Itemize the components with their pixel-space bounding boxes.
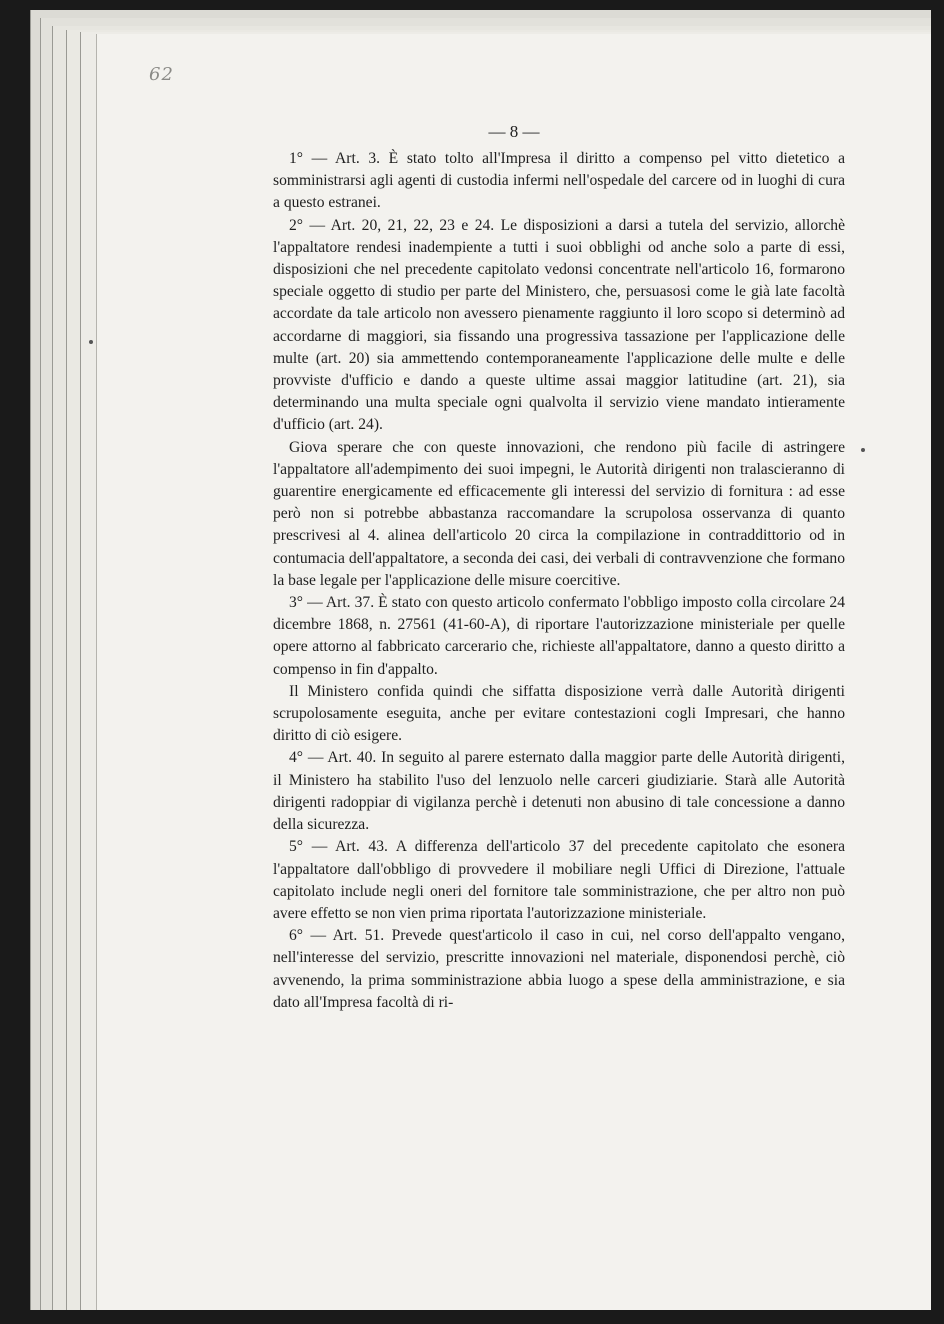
paragraph: 4° — Art. 40. In seguito al parere esternato dalla maggior parte delle Autorità dirigenti, il Ministero ha stabilito l'uso del lenzuolo nelle carceri giudiziarie. Starà alle Autorità dirigenti radoppiar di vigilanza perchè i detenuti non abusino di tale concessione a danno della sicurezza. [273,749,845,834]
paragraph: 5° — Art. 43. A differenza dell'articolo 37 del precedente capitolato che esonera l'appaltatore dall'obbligo di provvedere il mobiliare negli Uffici di Direzione, l'attuale capitolato include negli oneri del fornitore tale somministrazione, che per altro non può avere effetto se non vien prima riportata l'autorizzazione ministeriale. [273,838,845,922]
margin-mark [861,448,865,452]
paragraph: 1° — Art. 3. È stato tolto all'Impresa il diritto a compenso pel vitto dietetico a somministrarsi agli agenti di custodia infermi nell'ospedale del carcere od in luoghi di cura a questo estranei. [273,150,845,212]
page-number: — 8 — [488,122,540,141]
paragraph: Il Ministero confida quindi che siffatta disposizione verrà dalle Autorità dirigenti scrupolosamente eseguita, anche per evitare contestazioni cogli Impresari, che hanno diritto di ciò esigere. [273,682,845,745]
document-page [96,34,931,1310]
paragraph: 3° — Art. 37. È stato con questo articolo confermato l'obbligo imposto colla circolare 24 dicembre 1868, n. 27561 (41-60-A), di riportare l'autorizzazione ministeriale per quelle opere attorno al fabbricato carcerario che, richieste all'appaltatore, danno a questo diritto a compenso in fin d'appalto. [273,594,845,678]
paragraph: 6° — Art. 51. Prevede quest'articolo il caso in cui, nel corso dell'appalto vengano, nell'interesse del servizio, prescritte innovazioni nel materiale, disponendosi perchè, ciò avvenendo, la prima somministrazione abbia luogo a spese della amministrazione, e sia dato all'Impresa facoltà di ri- [273,927,845,1011]
body-text [273,148,845,1014]
margin-mark [89,340,93,344]
paragraph: 2° — Art. 20, 21, 22, 23 e 24. Le disposizioni a darsi a tutela del servizio, allorchè l'appaltatore rendesi inadempiente a tutti i suoi obblighi od anche solo a parte di essi, disposizioni che nel precedente capitolato vedonsi concentrate nell'articolo 16, formarono speciale oggetto di studio per parte del Ministero, che, persuasosi come le già late facoltà accordate da tale articolo non avessero pienamente raggiunto il loro scopo si determinò ad accordarne di maggiori, sia fissando una progressiva tassazione per l'applicazione delle multe (art. 20) sia ammettendo contemporaneamente l'applicazione delle multe e delle provviste d'ufficio e dando a queste ultime assai maggior latitudine (art. 21), sia determinando una multa speciale ogni qualvolta il servizio viene mandato intieramente d'ufficio (art. 24). [273,216,845,434]
paragraph: Giova sperare che con queste innovazioni, che rendono più facile di astringere l'appaltatore all'adempimento dei suoi impegni, le Autorità dirigenti non tralascieranno di guarentire energicamente ed efficacemente gli interessi del servizio di fornitura : ad esse però non si potrebbe abbastanza raccomandare la scrupolosa osservanza di quanto prescrivesi al 4. alinea dell'articolo 20 circa la compilazione in contraddittorio od in contumacia dell'appaltatore, a seconda dei casi, dei verbali di contravvenzione che formano la base legale per l'applicazione delle misure coercitive. [273,438,845,589]
handwritten-page-id: 62 [149,64,174,85]
